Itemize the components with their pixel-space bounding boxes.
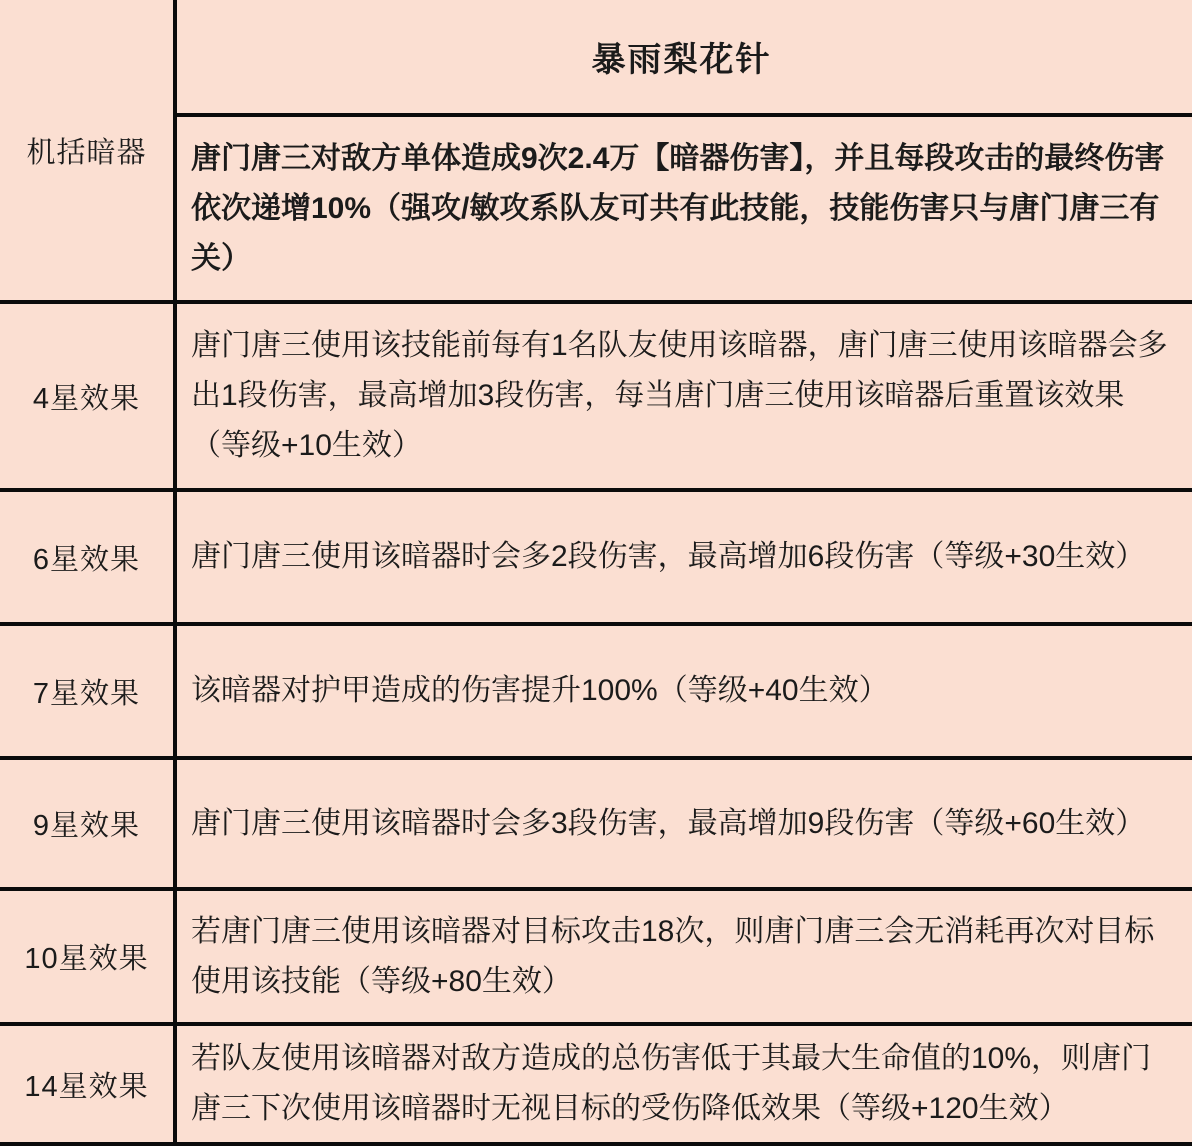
row-header-star-6: 6星效果 — [0, 488, 173, 622]
row-header-star-4: 4星效果 — [0, 300, 173, 488]
effect-star-4 — [173, 300, 1192, 488]
effect-star-10 — [173, 887, 1192, 1022]
effect-star-10-text: 若唐门唐三使用该暗器对目标攻击18次，则唐门唐三会无消耗再次对目标使用该技能（等级+80生效） — [191, 914, 1155, 998]
effect-star-9-text: 唐门唐三使用该暗器时会多3段伤害，最高增加9段伤害（等级+60生效） — [191, 806, 1146, 840]
skill-description-text: 唐门唐三对敌方单体造成9次2.4万【暗器伤害】，并且每段攻击的最终伤害依次递增10%（强攻/敏攻系队友可共有此技能，技能伤害只与唐门唐三有关） — [191, 141, 1165, 275]
effect-star-6-text: 唐门唐三使用该暗器时会多2段伤害，最高增加6段伤害（等级+30生效） — [191, 540, 1146, 573]
effect-star-14 — [173, 1022, 1192, 1146]
row-header-star-14: 14星效果 — [0, 1022, 173, 1146]
row-header-star-7: 7星效果 — [0, 622, 173, 756]
row-header-star-9: 9星效果 — [0, 756, 173, 887]
row-header-weapon-type: 机括暗器 — [26, 136, 147, 169]
skill-description — [173, 113, 1192, 300]
effect-star-14-text: 若队友使用该暗器对敌方造成的总伤害低于其最大生命值的10%，则唐门唐三下次使用该暗器时无视目标的受伤降低效果（等级+120生效） — [191, 1042, 1152, 1125]
effect-star-9 — [173, 756, 1192, 887]
effect-star-4-text: 唐门唐三使用该技能前每有1名队友使用该暗器，唐门唐三使用该暗器会多出1段伤害，最高增加3段伤害，每当唐门唐三使用该暗器后重置该效果（等级+10生效） — [191, 329, 1168, 462]
effect-star-6 — [173, 488, 1192, 622]
effect-star-7-text: 该暗器对护甲造成的伤害提升100%（等级+40生效） — [191, 674, 889, 707]
skill-title: 暴雨梨花针 — [173, 0, 1192, 113]
row-header-star-10: 10星效果 — [0, 887, 173, 1022]
effect-star-7 — [173, 622, 1192, 756]
